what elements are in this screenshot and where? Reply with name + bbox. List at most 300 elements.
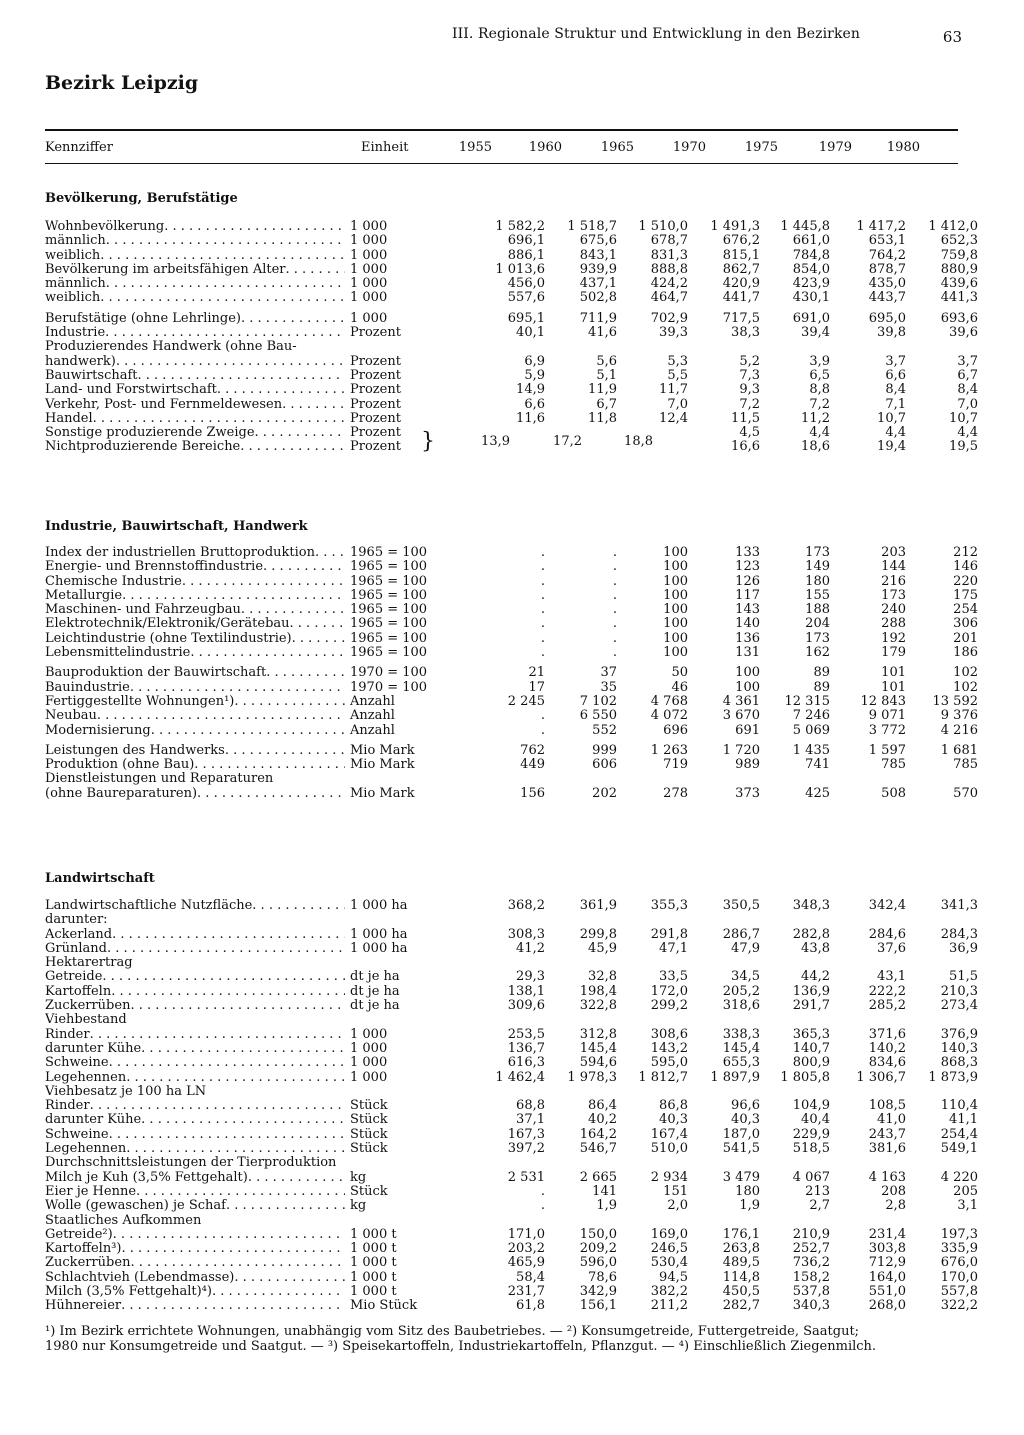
cell-1980: 7,0 bbox=[957, 397, 978, 412]
row-unit: 1 000 bbox=[350, 291, 388, 306]
row-label bbox=[45, 1185, 350, 1199]
row-label bbox=[45, 412, 350, 426]
cell-1955: . bbox=[540, 588, 545, 603]
cell-1980: 570 bbox=[953, 786, 978, 801]
cell-1965: 1 263 bbox=[650, 743, 688, 758]
cell-1980: 39,6 bbox=[949, 326, 978, 341]
page-number: 63 bbox=[942, 28, 962, 46]
table-row bbox=[45, 560, 978, 574]
cell-1970 bbox=[688, 956, 760, 970]
cell-1960: 37 bbox=[600, 666, 617, 681]
cell-1965: 169,0 bbox=[650, 1227, 688, 1242]
row-label bbox=[45, 913, 350, 927]
row-unit: 1 000 ha bbox=[350, 941, 408, 956]
table-row bbox=[45, 1099, 978, 1113]
cell-1970: 1,9 bbox=[739, 1199, 760, 1214]
row-label-text: Rinder bbox=[45, 1099, 90, 1114]
cell-1955: 449 bbox=[520, 758, 545, 773]
cell-1955: . bbox=[540, 546, 545, 560]
table-row bbox=[45, 383, 978, 397]
row-unit: 1 000 bbox=[350, 262, 388, 277]
cell-1975: 180 bbox=[805, 574, 830, 589]
table-row bbox=[45, 1256, 978, 1270]
row-unit: 1 000 t bbox=[350, 1285, 397, 1300]
cell-1975: 4,4 bbox=[809, 426, 830, 441]
row-label bbox=[45, 249, 350, 263]
cell-1975: 291,7 bbox=[792, 999, 830, 1014]
cell-1980: 51,5 bbox=[949, 970, 978, 985]
row-unit: 1965 = 100 bbox=[350, 560, 428, 575]
cell-1980 bbox=[906, 772, 978, 786]
cell-1970: 263,8 bbox=[722, 1242, 760, 1257]
cell-1980: 441,3 bbox=[940, 291, 978, 306]
row-label bbox=[45, 369, 350, 383]
cell-1979: 508 bbox=[881, 786, 906, 801]
cell-1965: 33,5 bbox=[659, 970, 688, 985]
cell-1979: 371,6 bbox=[868, 1027, 906, 1042]
cell-1980: 170,0 bbox=[940, 1270, 978, 1285]
cell-1979: 3 772 bbox=[868, 723, 906, 738]
cell-1960: 552 bbox=[592, 723, 617, 738]
cell-1979: 39,8 bbox=[877, 326, 906, 341]
cell-1970: 717,5 bbox=[722, 311, 760, 326]
row-label bbox=[45, 1199, 350, 1213]
cell-1979: 285,2 bbox=[868, 999, 906, 1014]
column-header-kennziffer: Kennziffer bbox=[45, 140, 113, 155]
row-unit bbox=[350, 1214, 480, 1228]
table-row bbox=[45, 1056, 978, 1070]
cell-1975: 423,9 bbox=[792, 277, 830, 292]
cell-1975: 348,3 bbox=[792, 899, 830, 913]
table-row bbox=[45, 1142, 978, 1156]
row-label-text: Leichtindustrie (ohne Textilindustrie) bbox=[45, 631, 292, 646]
row-label-text: männlich bbox=[45, 234, 106, 249]
row-label-text: darunter Kühe bbox=[45, 1041, 142, 1056]
cell-1975: 155 bbox=[805, 588, 830, 603]
cell-1960: 78,6 bbox=[588, 1270, 617, 1285]
row-label-text: Bauindustrie bbox=[45, 680, 130, 695]
row-label bbox=[45, 646, 350, 660]
cell-1975: 40,4 bbox=[801, 1113, 830, 1128]
cell-1955 bbox=[480, 1085, 545, 1099]
cell-1979: 216 bbox=[881, 574, 906, 589]
cell-1975: 188 bbox=[805, 603, 830, 618]
cell-1970: 4 361 bbox=[722, 694, 760, 709]
row-label-text: Hektarertrag bbox=[45, 956, 133, 971]
cell-1970: 373 bbox=[735, 786, 760, 801]
cell-1975 bbox=[760, 1013, 830, 1027]
cell-1980: 4 216 bbox=[940, 723, 978, 738]
cell-1955: 203,2 bbox=[507, 1242, 545, 1257]
cell-1955: . bbox=[540, 709, 545, 724]
cell-1979 bbox=[830, 1085, 906, 1099]
cell-1979: 173 bbox=[881, 588, 906, 603]
row-label-text: (ohne Baureparaturen) bbox=[45, 786, 198, 801]
row-label-text: Land- und Forstwirtschaft bbox=[45, 383, 217, 398]
cell-1975 bbox=[760, 1214, 830, 1228]
cell-1980: 102 bbox=[953, 680, 978, 695]
cell-1965: 4 072 bbox=[650, 709, 688, 724]
cell-1955: 167,3 bbox=[507, 1127, 545, 1142]
cell-1979: 19,4 bbox=[877, 440, 906, 455]
cell-1975: 365,3 bbox=[792, 1027, 830, 1042]
cell-1970: 676,2 bbox=[722, 234, 760, 249]
cell-1965: 100 bbox=[663, 603, 688, 618]
table-row bbox=[45, 928, 978, 942]
row-label-text: Getreide bbox=[45, 970, 103, 985]
cell-1955: 156 bbox=[520, 786, 545, 801]
cell-1979: 268,0 bbox=[868, 1299, 906, 1314]
row-label-text: Index der industriellen Bruttoproduktion bbox=[45, 546, 315, 560]
cell-1960 bbox=[545, 956, 617, 970]
cell-1975: 282,8 bbox=[792, 927, 830, 942]
cell-1975: 44,2 bbox=[801, 970, 830, 985]
footnote-line: 1980 nur Konsumgetreide und Saatgut. — ³) Speisekartoffeln, Industriekartoffeln, Pflanzgut. — ⁴) Einschließlich Ziegenmilch. bbox=[45, 1339, 877, 1354]
row-unit: Prozent bbox=[350, 440, 401, 455]
cell-1960: . bbox=[612, 646, 617, 661]
cell-1960: 502,8 bbox=[579, 291, 617, 306]
cell-1955: 695,1 bbox=[507, 311, 545, 326]
cell-1980: 557,8 bbox=[940, 1285, 978, 1300]
cell-1955: 1 462,4 bbox=[495, 1070, 545, 1085]
row-label-text: Industrie bbox=[45, 326, 106, 341]
cell-1979: 8,4 bbox=[885, 383, 906, 398]
row-label-text: Milch (3,5% Fettgehalt)⁴) bbox=[45, 1285, 212, 1300]
row-unit: 1 000 t bbox=[350, 1227, 397, 1242]
cell-1980: 1 873,9 bbox=[928, 1070, 978, 1085]
row-unit: 1 000 bbox=[350, 1056, 388, 1071]
cell-1955: 17 bbox=[528, 680, 545, 695]
cell-1970: 7,2 bbox=[739, 397, 760, 412]
row-label bbox=[45, 1142, 350, 1156]
row-unit: 1 000 ha bbox=[350, 899, 408, 913]
table-row bbox=[45, 220, 978, 234]
table-row bbox=[45, 1156, 978, 1170]
row-label-text: Viehbesatz je 100 ha LN bbox=[45, 1084, 207, 1099]
section-title-bevoelkerung: Bevölkerung, Berufstätige bbox=[45, 191, 238, 206]
cell-1965: 7,0 bbox=[667, 397, 688, 412]
running-head: III. Regionale Struktur und Entwicklung in den Bezirken bbox=[452, 26, 861, 42]
cell-1965: 510,0 bbox=[650, 1142, 688, 1157]
cell-1960: 145,4 bbox=[579, 1041, 617, 1056]
cell-1960 bbox=[545, 913, 617, 927]
row-unit: 1 000 bbox=[350, 1041, 388, 1056]
cell-1980: 102 bbox=[953, 666, 978, 681]
row-label bbox=[45, 1128, 350, 1142]
cell-1960: 141 bbox=[592, 1184, 617, 1199]
cell-1970: 117 bbox=[735, 588, 760, 603]
row-unit: 1965 = 100 bbox=[350, 546, 428, 560]
cell-1979: 342,4 bbox=[868, 899, 906, 913]
table-row bbox=[45, 575, 978, 589]
cell-1955: 397,2 bbox=[507, 1142, 545, 1157]
cell-1970 bbox=[688, 1214, 760, 1228]
cell-1970: 489,5 bbox=[722, 1256, 760, 1271]
row-unit bbox=[350, 956, 480, 970]
row-unit: 1 000 bbox=[350, 220, 388, 234]
row-label bbox=[45, 772, 350, 786]
table-row bbox=[45, 666, 978, 680]
cell-1955: 40,1 bbox=[516, 326, 545, 341]
cell-1980: 6,7 bbox=[957, 368, 978, 383]
cell-1960: 711,9 bbox=[579, 311, 617, 326]
cell-1960: 45,9 bbox=[588, 941, 617, 956]
row-label-text: handwerk) bbox=[45, 354, 116, 369]
cell-1955: 138,1 bbox=[507, 984, 545, 999]
cell-1970 bbox=[688, 913, 760, 927]
row-label-text: Kartoffeln³) bbox=[45, 1242, 122, 1257]
cell-1979: 37,6 bbox=[877, 941, 906, 956]
cell-1980: 549,1 bbox=[940, 1142, 978, 1157]
table-row bbox=[45, 234, 978, 248]
table-row bbox=[45, 681, 978, 695]
cell-1970 bbox=[688, 772, 760, 786]
cell-1979: 101 bbox=[881, 666, 906, 681]
cell-1980: 146 bbox=[953, 560, 978, 575]
table-row bbox=[45, 1299, 978, 1313]
cell-1965 bbox=[617, 1156, 688, 1170]
cell-1965: 11,7 bbox=[659, 383, 688, 398]
cell-1955: 616,3 bbox=[507, 1056, 545, 1071]
row-unit bbox=[350, 913, 480, 927]
row-label-text: Legehennen bbox=[45, 1142, 127, 1157]
cell-1980: 220 bbox=[953, 574, 978, 589]
table-row bbox=[45, 1271, 978, 1285]
cell-1965: 464,7 bbox=[650, 291, 688, 306]
row-label bbox=[45, 1028, 350, 1042]
cell-1980: 341,3 bbox=[940, 899, 978, 913]
column-header-1979: 1979 bbox=[818, 140, 852, 155]
row-label bbox=[45, 695, 350, 709]
cell-1970 bbox=[688, 1013, 760, 1027]
cell-1965: 39,3 bbox=[659, 326, 688, 341]
cell-1965 bbox=[617, 1013, 688, 1027]
row-label-text: Landwirtschaftliche Nutzfläche bbox=[45, 899, 253, 913]
cell-1955: 309,6 bbox=[507, 999, 545, 1014]
cell-1965: 595,0 bbox=[650, 1056, 688, 1071]
cell-1955: . bbox=[540, 1199, 545, 1214]
cell-1979 bbox=[830, 1013, 906, 1027]
row-label bbox=[45, 1228, 350, 1242]
cell-1960: 999 bbox=[592, 743, 617, 758]
row-label-text: Bevölkerung im arbeitsfähigen Alter bbox=[45, 262, 286, 277]
row-label bbox=[45, 1099, 350, 1113]
cell-1970: 338,3 bbox=[722, 1027, 760, 1042]
row-unit bbox=[350, 340, 480, 354]
cell-1975: 210,9 bbox=[792, 1227, 830, 1242]
row-label bbox=[45, 899, 350, 913]
cell-1955: 465,9 bbox=[507, 1256, 545, 1271]
cell-1965: 355,3 bbox=[650, 899, 688, 913]
cell-1960: 1 978,3 bbox=[567, 1070, 617, 1085]
row-unit: 1 000 bbox=[350, 234, 388, 249]
column-header-1960: 1960 bbox=[528, 140, 562, 155]
column-header-1955: 1955 bbox=[458, 140, 492, 155]
cell-1970: 131 bbox=[735, 646, 760, 661]
cell-1975: 736,2 bbox=[792, 1256, 830, 1271]
table-row bbox=[45, 646, 978, 660]
column-header-einheit: Einheit bbox=[361, 140, 409, 155]
cell-1975: 252,7 bbox=[792, 1242, 830, 1257]
cell-1965: 211,2 bbox=[650, 1299, 688, 1314]
cell-1979: 284,6 bbox=[868, 927, 906, 942]
row-unit: Prozent bbox=[350, 426, 401, 441]
row-label bbox=[45, 1071, 350, 1085]
cell-1980: 10,7 bbox=[949, 411, 978, 426]
cell-1980: 254,4 bbox=[940, 1127, 978, 1142]
cell-1970: 100 bbox=[735, 680, 760, 695]
cell-1955: 37,1 bbox=[516, 1113, 545, 1128]
table-row bbox=[45, 312, 978, 326]
row-unit: Mio Mark bbox=[350, 786, 415, 801]
row-label bbox=[45, 617, 350, 631]
cell-1965: 2 934 bbox=[650, 1170, 688, 1185]
row-label-text: Ackerland bbox=[45, 927, 113, 942]
row-label bbox=[45, 970, 350, 984]
cell-1960: 437,1 bbox=[579, 277, 617, 292]
cell-1975: 1 435 bbox=[792, 743, 830, 758]
row-label-text: Energie- und Brennstoffindustrie bbox=[45, 560, 264, 575]
row-unit: kg bbox=[350, 1170, 367, 1185]
cell-1975: 136,9 bbox=[792, 984, 830, 999]
row-unit bbox=[350, 772, 480, 786]
row-label-text: Staatliches Aufkommen bbox=[45, 1213, 202, 1228]
cell-1965: 100 bbox=[663, 574, 688, 589]
table-row bbox=[45, 999, 978, 1013]
cell-1970: 140 bbox=[735, 617, 760, 632]
row-label-text: Viehbestand bbox=[45, 1013, 127, 1028]
table-row bbox=[45, 632, 978, 646]
cell-1980: 175 bbox=[953, 588, 978, 603]
cell-1965: 299,2 bbox=[650, 999, 688, 1014]
row-label-text: Bauproduktion der Bauwirtschaft bbox=[45, 666, 267, 681]
row-label-text: Modernisierung bbox=[45, 723, 151, 738]
cell-1955: 5,9 bbox=[524, 368, 545, 383]
row-label bbox=[45, 1285, 350, 1299]
cell-1975: 691,0 bbox=[792, 311, 830, 326]
cell-1955: . bbox=[540, 646, 545, 661]
row-label bbox=[45, 787, 350, 801]
cell-1970: 655,3 bbox=[722, 1056, 760, 1071]
cell-1980: 36,9 bbox=[949, 941, 978, 956]
table-row bbox=[45, 355, 978, 369]
cell-1975: 213 bbox=[805, 1184, 830, 1199]
row-label bbox=[45, 1271, 350, 1285]
cell-1980 bbox=[906, 1214, 978, 1228]
table-row bbox=[45, 1228, 978, 1242]
cell-1979: 12 843 bbox=[860, 694, 906, 709]
row-label-text: Bauwirtschaft bbox=[45, 368, 138, 383]
cell-1965: 5,5 bbox=[667, 368, 688, 383]
row-label-text: Produzierendes Handwerk (ohne Bau- bbox=[45, 340, 297, 355]
cell-1960: 5,6 bbox=[596, 354, 617, 369]
row-unit: 1 000 t bbox=[350, 1242, 397, 1257]
cell-1975: 173 bbox=[805, 631, 830, 646]
row-label-text: Schweine bbox=[45, 1056, 109, 1071]
cell-1975: 18,6 bbox=[801, 440, 830, 455]
cell-1970: 1 897,9 bbox=[710, 1070, 760, 1085]
row-label bbox=[45, 709, 350, 723]
cell-1980: 205 bbox=[953, 1184, 978, 1199]
cell-1965: 308,6 bbox=[650, 1027, 688, 1042]
cell-1965: 94,5 bbox=[659, 1270, 688, 1285]
row-label bbox=[45, 589, 350, 603]
table-row bbox=[45, 1185, 978, 1199]
row-label-text: Lebensmittelindustrie bbox=[45, 646, 191, 661]
cell-1975: 162 bbox=[805, 646, 830, 661]
row-label-text: Neubau bbox=[45, 709, 97, 724]
cell-1970 bbox=[688, 340, 760, 354]
cell-1979: 41,0 bbox=[877, 1113, 906, 1128]
cell-1980: 3,1 bbox=[957, 1199, 978, 1214]
cell-1975: 104,9 bbox=[792, 1099, 830, 1114]
cell-1960: 5,1 bbox=[596, 368, 617, 383]
cell-1960: 40,2 bbox=[588, 1113, 617, 1128]
cell-1955: 456,0 bbox=[507, 277, 545, 292]
cell-1965: 382,2 bbox=[650, 1285, 688, 1300]
cell-1955: 41,2 bbox=[516, 941, 545, 956]
cell-1960: 1 518,7 bbox=[567, 220, 617, 234]
cell-1955: 557,6 bbox=[507, 291, 545, 306]
table-row bbox=[45, 1285, 978, 1299]
column-header-1975: 1975 bbox=[744, 140, 778, 155]
row-label bbox=[45, 681, 350, 695]
cell-1979: 303,8 bbox=[868, 1242, 906, 1257]
cell-1965: 424,2 bbox=[650, 277, 688, 292]
cell-1960 bbox=[545, 1156, 617, 1170]
cell-1960: . bbox=[612, 603, 617, 618]
cell-1965 bbox=[617, 956, 688, 970]
table-row bbox=[45, 412, 978, 426]
row-label bbox=[45, 603, 350, 617]
row-unit: 1965 = 100 bbox=[350, 617, 428, 632]
brace-icon: } bbox=[421, 429, 435, 454]
cell-1955: 368,2 bbox=[507, 899, 545, 913]
cell-1970: 187,0 bbox=[722, 1127, 760, 1142]
row-label bbox=[45, 744, 350, 758]
table-row bbox=[45, 709, 978, 723]
cell-1980: 335,9 bbox=[940, 1242, 978, 1257]
cell-1979: 1 417,2 bbox=[856, 220, 906, 234]
cell-1960: 299,8 bbox=[579, 927, 617, 942]
row-unit: dt je ha bbox=[350, 984, 400, 999]
cell-1955: 68,8 bbox=[516, 1099, 545, 1114]
row-label bbox=[45, 1042, 350, 1056]
table-row bbox=[45, 291, 978, 305]
row-label-text: Grünland bbox=[45, 941, 107, 956]
cell-1955 bbox=[480, 1214, 545, 1228]
table-row bbox=[45, 546, 978, 560]
cell-1979 bbox=[830, 1214, 906, 1228]
column-header-1980: 1980 bbox=[886, 140, 920, 155]
cell-1975: 661,0 bbox=[792, 234, 830, 249]
table-row bbox=[45, 1171, 978, 1185]
cell-1980: 322,2 bbox=[940, 1299, 978, 1314]
row-unit: Stück bbox=[350, 1142, 388, 1157]
row-unit: 1 000 bbox=[350, 277, 388, 292]
cell-1979: 7,1 bbox=[885, 397, 906, 412]
cell-1975: 7 246 bbox=[792, 709, 830, 724]
row-label-text: Wohnbevölkerung bbox=[45, 220, 165, 234]
row-label-text: Legehennen bbox=[45, 1070, 127, 1085]
cell-1955: 231,7 bbox=[507, 1285, 545, 1300]
cell-1970: 133 bbox=[735, 546, 760, 560]
cell-1979: 712,9 bbox=[868, 1256, 906, 1271]
cell-1955: 58,4 bbox=[516, 1270, 545, 1285]
row-unit: 1 000 ha bbox=[350, 927, 408, 942]
row-label bbox=[45, 999, 350, 1013]
row-label bbox=[45, 724, 350, 738]
